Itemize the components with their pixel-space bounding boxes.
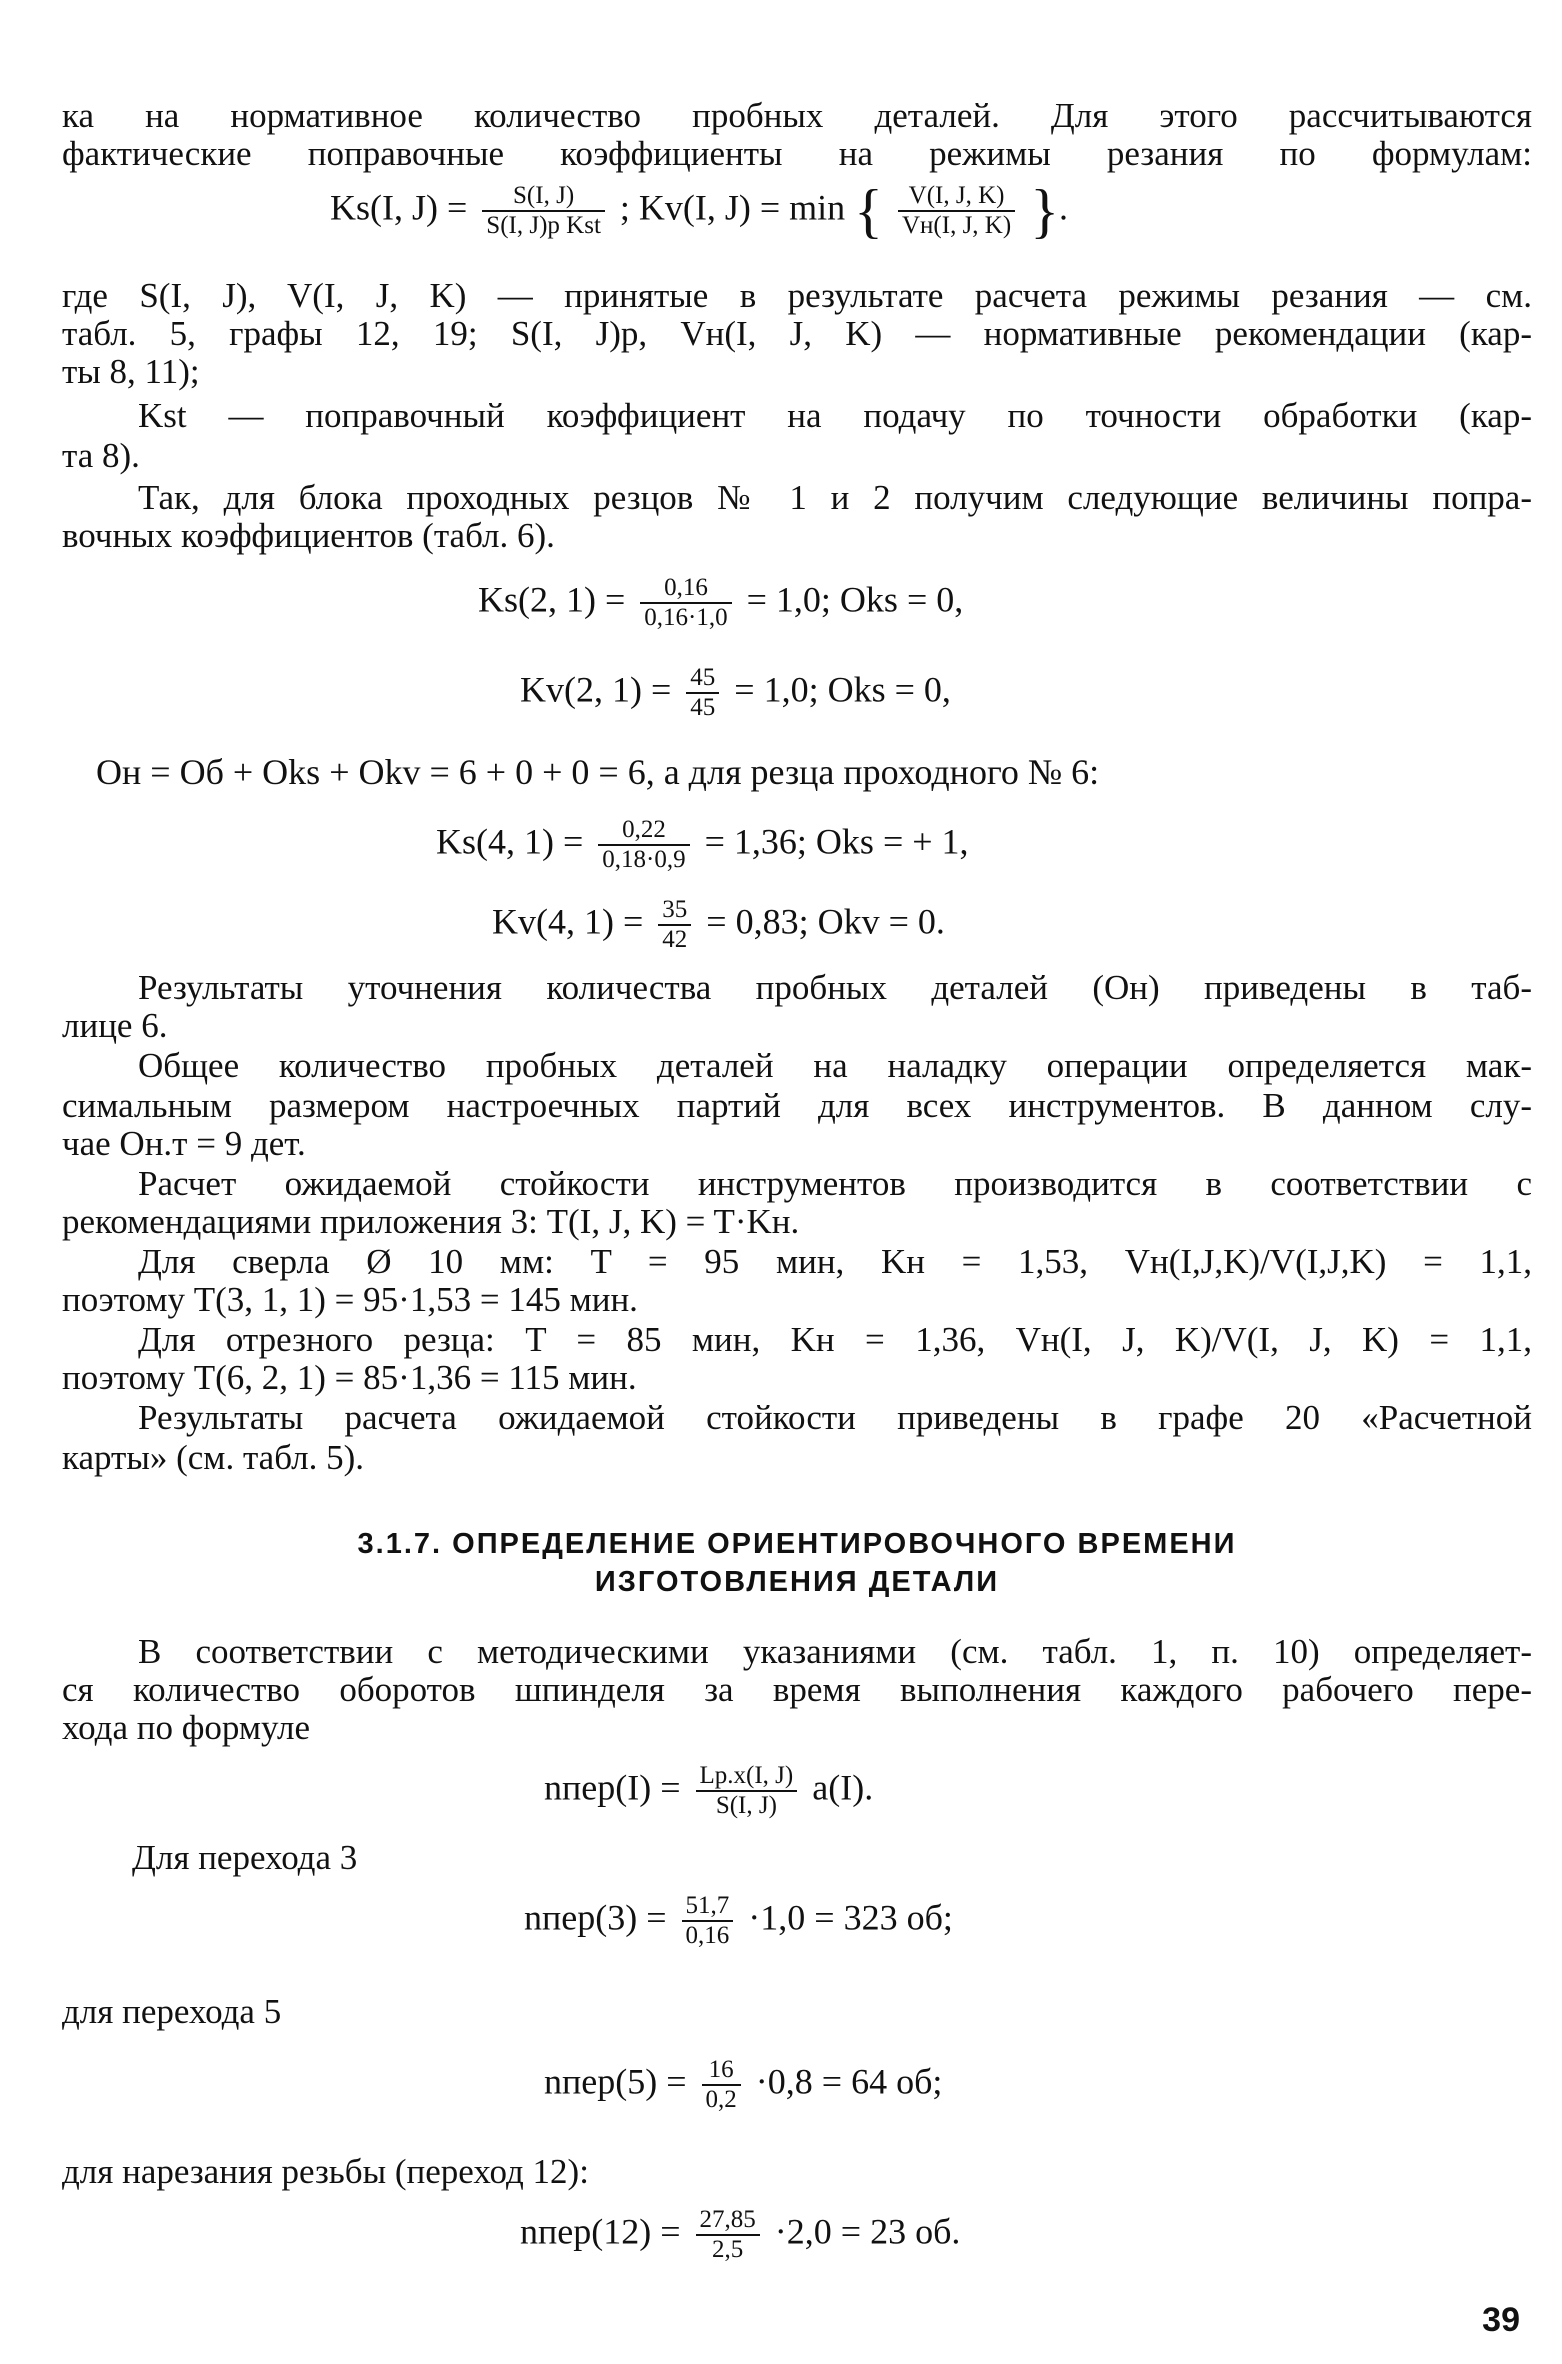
paragraph-line: поэтому T(3, 1, 1) = 95·1,53 = 145 мин.: [62, 1280, 638, 1319]
fraction: [696, 2206, 760, 2264]
formula-lhs: nпер(3) =: [524, 1897, 667, 1938]
paragraph-line: Для сверла Ø 10 мм: T = 95 мин, Kн = 1,53, Vн(I,J,K)/V(I,J,K) = 1,1,: [138, 1242, 1532, 1281]
fraction: [598, 816, 689, 874]
paragraph-line: Результаты уточнения количества пробных деталей (Oн) приведены в таб-: [138, 968, 1532, 1007]
paragraph-line: вочных коэффициентов (табл. 6).: [62, 516, 555, 555]
paragraph-line: Kst — поправочный коэффициент на подачу по точности обработки (кар-: [138, 396, 1532, 435]
numerator: Lр.х(I, J): [696, 1762, 798, 1792]
formula-ks-kv: Ks(I, J) = $\frac{S(I, J)}{\text{S(I, J)р Kst}}$ ; Kv(I, J) = min { $\frac{V(I, J, K)}{Vн(I, J, K)}$ }.: [330, 178, 1068, 244]
denominator: S(I, J): [715, 1792, 777, 1819]
formula-rhs: a(I).: [812, 1767, 874, 1808]
paragraph-line: Для перехода 3: [132, 1838, 358, 1877]
paragraph-line: ты 8, 11);: [62, 352, 200, 391]
numerator: 27,85: [696, 2206, 760, 2236]
paragraph-line: карты» (см. табл. 5).: [62, 1438, 365, 1477]
formula-kv-2-1: [520, 664, 951, 722]
formula-rhs: = 1,0; Oks = 0,: [734, 669, 951, 710]
formula-lhs: Ks(4, 1) =: [436, 821, 584, 862]
paragraph-line: рекомендациями приложения 3: T(I, J, K) = T·Kн.: [62, 1202, 800, 1241]
formula-ks-2-1: [478, 574, 963, 632]
denominator: 0,16: [685, 1922, 730, 1949]
formula-rhs: ·1,0 = 323 об;: [748, 1897, 953, 1938]
formula-lhs: ; Kv(I, J) = min: [619, 187, 846, 228]
paragraph-line: В соответствии с методическими указаниями (см. табл. 1, п. 10) определяет-: [138, 1632, 1532, 1671]
paragraph-line: Расчет ожидаемой стойкости инструментов производится в соответствии с: [138, 1164, 1532, 1203]
numerator: 45: [686, 664, 719, 694]
paragraph-line: чае Oн.т = 9 дет.: [62, 1124, 306, 1163]
denominator: 0,18·0,9: [602, 846, 686, 873]
fraction: [682, 1892, 734, 1950]
fraction: [696, 1762, 798, 1820]
numerator: 0,22: [598, 816, 689, 846]
page-number: 39: [1482, 2301, 1520, 2339]
fraction: [640, 574, 731, 632]
formula-rhs: = 1,0; Oks = 0,: [746, 579, 964, 620]
paragraph-line: хода по формуле: [62, 1708, 310, 1747]
paragraph-line: ка на нормативное количество пробных деталей. Для этого рассчитываются: [62, 96, 1532, 135]
formula-lhs: Ks(I, J) =: [330, 187, 468, 228]
numerator: V(I, J, K): [898, 182, 1015, 212]
paragraph-line: для перехода 5: [62, 1992, 282, 2031]
formula-lhs: Ks(2, 1) =: [478, 579, 626, 620]
formula-rhs: = 1,36; Oks = + 1,: [704, 821, 969, 862]
numerator: 35: [658, 896, 691, 926]
formula-rhs: = 0,83; Okv = 0.: [706, 901, 945, 942]
denominator: 42: [662, 926, 688, 953]
paragraph-line: ся количество оборотов шпинделя за время выполнения каждого рабочего пере-: [62, 1670, 1532, 1709]
paragraph-line: поэтому T(6, 2, 1) = 85·1,36 = 115 мин.: [62, 1358, 637, 1397]
paragraph-line: Так, для блока проходных резцов № 1 и 2 получим следующие величины попра-: [138, 478, 1532, 517]
right-brace-symbol: }: [1030, 178, 1059, 244]
formula-rhs: ·2,0 = 23 об.: [774, 2211, 961, 2252]
formula-lhs: Kv(2, 1) =: [520, 669, 672, 710]
formula-kv-4-1: [492, 896, 945, 954]
numerator: S(I, J): [482, 182, 605, 212]
fraction: [686, 664, 719, 722]
denominator: 0,16·1,0: [644, 604, 728, 631]
paragraph-line: табл. 5, графы 12, 19; S(I, J)р, Vн(I, J, K) — нормативные рекомендации (кар-: [62, 314, 1532, 353]
denominator: 2,5: [712, 2236, 744, 2263]
denominator: 0,2: [705, 2086, 737, 2113]
fraction: [482, 182, 605, 240]
formula-oh: Oн = Oб + Oks + Okv = 6 + 0 + 0 = 6, а для резца проходного № 6:: [96, 752, 1100, 792]
left-brace-symbol: {: [854, 178, 883, 244]
paragraph-line: Результаты расчета ожидаемой стойкости приведены в графе 20 «Расчетной: [138, 1398, 1532, 1437]
numerator: 51,7: [682, 1892, 734, 1922]
paragraph-line: лице 6.: [62, 1006, 168, 1045]
fraction: [658, 896, 691, 954]
formula-lhs: nпер(I) =: [544, 1767, 681, 1808]
numerator: 16: [702, 2056, 741, 2086]
paragraph-line: фактические поправочные коэффициенты на режимы резания по формулам:: [62, 134, 1532, 173]
denominator: S(I, J)р Kst: [486, 212, 601, 239]
formula-lhs: nпер(5) =: [544, 2061, 687, 2102]
denominator: Vн(I, J, K): [901, 212, 1012, 239]
paragraph-line: та 8).: [62, 436, 140, 475]
formula-rhs: ·0,8 = 64 об;: [755, 2061, 943, 2102]
formula-lhs: Kv(4, 1) =: [492, 901, 644, 942]
fraction: [702, 2056, 741, 2114]
formula-n-per: [544, 1762, 873, 1820]
paragraph-line: Общее количество пробных деталей на наладку операции определяется мак-: [138, 1046, 1532, 1085]
paragraph-line: Для отрезного резца: T = 85 мин, Kн = 1,36, Vн(I, J, K)/V(I, J, K) = 1,1,: [138, 1320, 1532, 1359]
formula-n-3: [524, 1892, 953, 1950]
formula-n-12: [520, 2206, 960, 2264]
formula-n-5: [544, 2056, 942, 2114]
numerator: 0,16: [640, 574, 731, 604]
fraction: [898, 182, 1015, 240]
section-heading: ИЗГОТОВЛЕНИЯ ДЕТАЛИ: [594, 1566, 1000, 1598]
denominator: 45: [690, 694, 716, 721]
paragraph-line: симальным размером настроечных партий для всех инструментов. В данном слу-: [62, 1086, 1532, 1125]
paragraph-line: для нарезания резьбы (переход 12):: [62, 2152, 589, 2191]
paragraph-line: где S(I, J), V(I, J, K) — принятые в результате расчета режимы резания — см.: [62, 276, 1532, 315]
section-heading: 3.1.7. ОПРЕДЕЛЕНИЕ ОРИЕНТИРОВОЧНОГО ВРЕМЕНИ: [357, 1528, 1237, 1560]
formula-ks-4-1: [436, 816, 969, 874]
formula-lhs: nпер(12) =: [520, 2211, 681, 2252]
